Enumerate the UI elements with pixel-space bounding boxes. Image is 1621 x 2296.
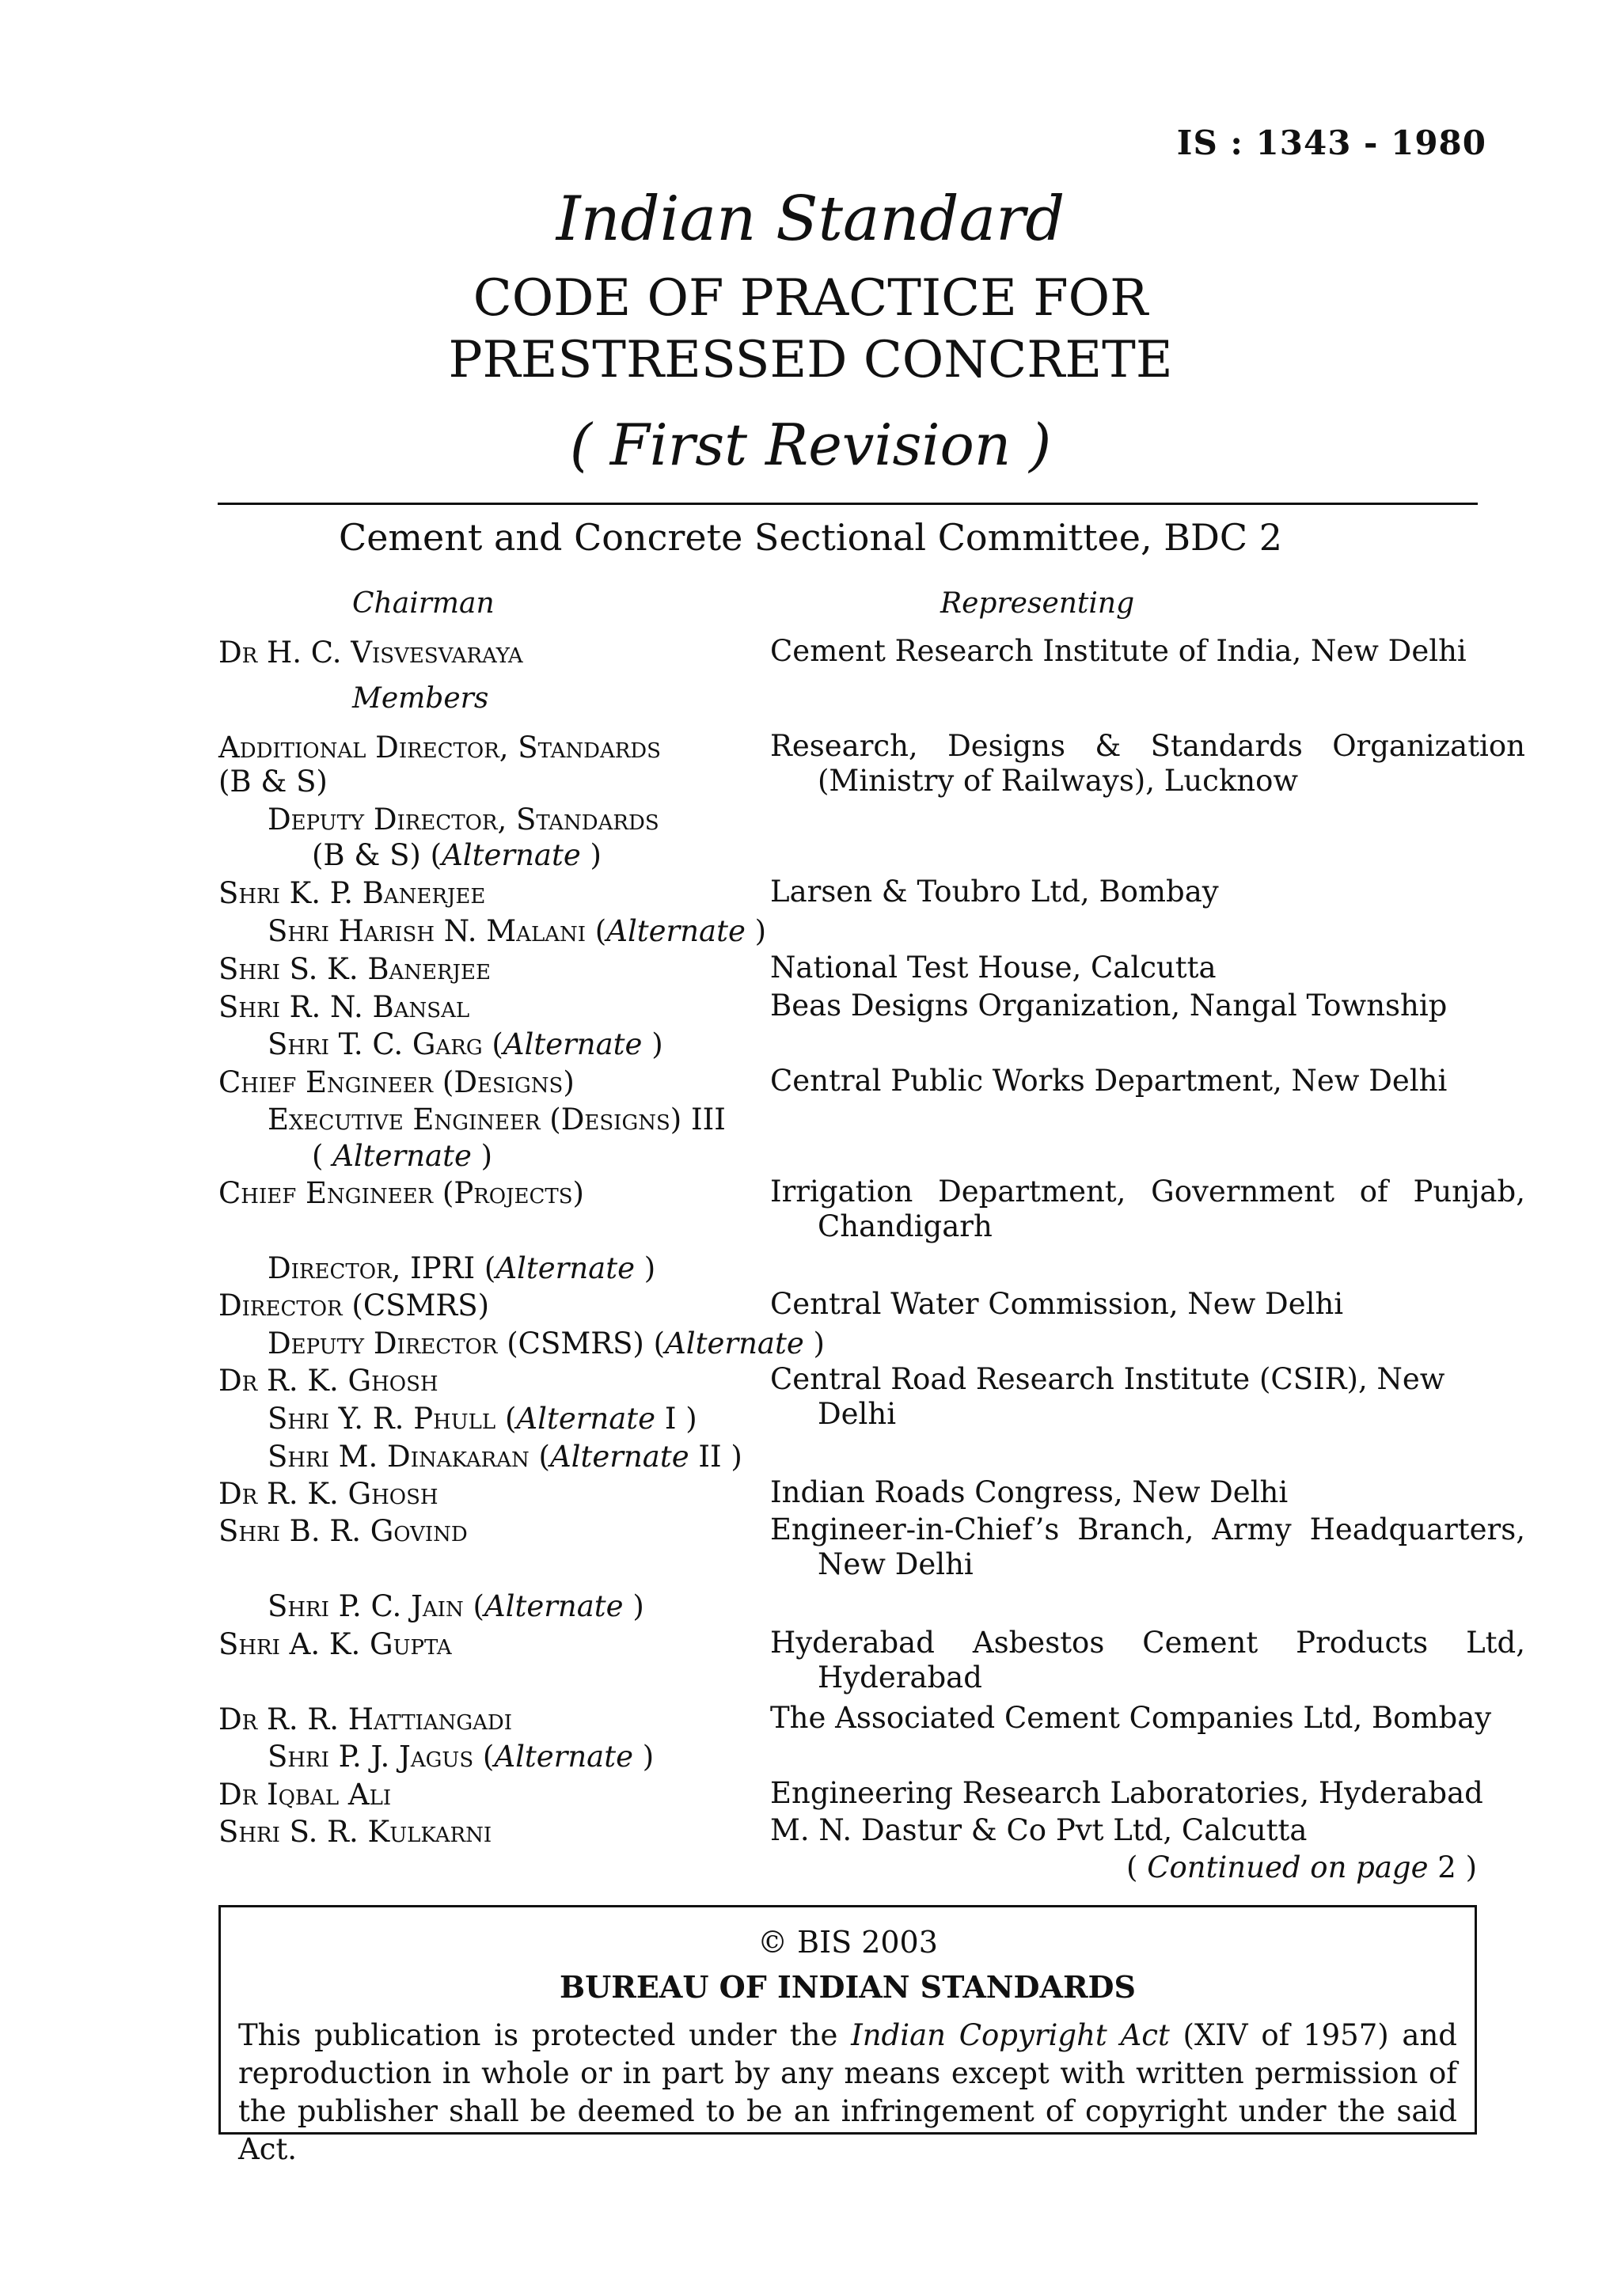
chairman-name: Dr H. C. Visvesvaraya [218, 636, 523, 670]
member-name: Dr R. R. Hattiangadi [218, 1702, 513, 1736]
member-representing-text: Hyderabad Asbestos Cement Products Ltd, Hyderabad [770, 1626, 1525, 1694]
member-name: Shri R. N. Bansal [218, 990, 470, 1024]
alt-word: Alternate [516, 1402, 656, 1436]
member-name-cont: (B & S) [218, 765, 328, 799]
alt-suffix: ) [803, 1326, 825, 1361]
member-alternate-cont [312, 1140, 492, 1172]
alt-suffix: ) [580, 838, 602, 872]
member-representing: Larsen & Toubro Ltd, Bombay [770, 875, 1219, 909]
continued-note [1126, 1850, 1477, 1884]
alt-suffix: ) [642, 1027, 663, 1061]
member-name: Dr R. K. Ghosh [218, 1364, 438, 1398]
alt-suffix: II ) [689, 1440, 742, 1474]
alt-suffix: ) [471, 1139, 493, 1173]
continued-text: Continued on page [1147, 1850, 1429, 1884]
member-name: Shri A. K. Gupta [218, 1627, 452, 1661]
alt-name: Shri M. Dinakaran ( [268, 1440, 550, 1474]
document-title: Indian Standard [556, 184, 1065, 255]
member-representing: M. N. Dastur & Co Pvt Ltd, Calcutta [770, 1813, 1308, 1847]
member-name: Shri B. R. Govind [218, 1514, 468, 1548]
alt-word: Alternate [442, 838, 581, 872]
alt-word: Alternate [665, 1326, 804, 1361]
continued-open: ( [1126, 1850, 1148, 1884]
alt-name: Shri Harish N. Malani ( [268, 914, 607, 948]
member-alternate [268, 1441, 742, 1473]
member-alternate [268, 1029, 663, 1061]
notice-act-name: Indian Copyright Act [851, 2018, 1170, 2052]
member-representing: Beas Designs Organization, Nangal Township [770, 989, 1448, 1023]
member-name: Shri S. R. Kulkarni [218, 1815, 492, 1849]
document-subtitle-line-1: CODE OF PRACTICE FOR [473, 269, 1148, 328]
member-alternate [268, 1741, 654, 1773]
alt-word: Alternate [494, 1740, 634, 1774]
member-alternate: Deputy Director, Standards [268, 803, 659, 837]
committee-name: Cement and Concrete Sectional Committee, BDC 2 [339, 516, 1282, 559]
alt-name: Shri P. C. Jain ( [268, 1589, 484, 1623]
copyright-notice [238, 2017, 1457, 2169]
alt-word: Alternate [549, 1440, 689, 1474]
member-alternate: Executive Engineer (Designs) III [268, 1102, 726, 1137]
alt-word: Alternate [495, 1251, 635, 1285]
title-divider [218, 503, 1478, 505]
alt-suffix: I ) [655, 1402, 697, 1436]
standard-number: IS : 1343 - 1980 [1176, 123, 1486, 162]
alt-suffix: ) [623, 1589, 644, 1623]
notice-part-2: (XIV of 1957) and reproduction in whole or in part by any means except with written permission of the publisher shall be deemed to be an infringement of copyright under the said Act. [238, 2018, 1457, 2166]
member-name: Shri K. P. Banerjee [218, 876, 486, 910]
member-representing [770, 729, 1525, 799]
document-subtitle-line-2: PRESTRESSED CONCRETE [448, 331, 1173, 389]
member-name: Additional Director, Standards [218, 731, 661, 765]
chairman-representing: Cement Research Institute of India, New Delhi [770, 634, 1467, 668]
member-representing-text: Research, Designs & Standards Organization (Ministry of Railways), Lucknow [770, 729, 1525, 798]
member-name: Dr Iqbal Ali [218, 1778, 392, 1812]
alt-name: Director, IPRI ( [268, 1251, 496, 1285]
alt-suffix: ) [745, 914, 767, 948]
copyright-box [218, 1905, 1477, 2166]
revision-label: ( First Revision ) [569, 412, 1052, 478]
member-representing: Central Road Research Institute (CSIR), New Delhi [770, 1362, 1445, 1431]
alt-word: Alternate [332, 1139, 472, 1173]
member-alternate [268, 1591, 644, 1622]
member-alternate [268, 916, 766, 947]
member-representing: The Associated Cement Companies Ltd, Bombay [770, 1701, 1492, 1735]
member-alternate [268, 1328, 825, 1360]
member-representing: Central Water Commission, New Delhi [770, 1287, 1344, 1321]
member-representing: Engineering Research Laboratories, Hyderabad [770, 1776, 1483, 1810]
alt-name: Shri Y. R. Phull ( [268, 1402, 517, 1436]
alt-word: Alternate [503, 1027, 643, 1061]
alt-name: Shri P. J. Jagus ( [268, 1740, 495, 1774]
member-representing-text: Irrigation Department, Government of Punjab, Chandigarh [770, 1175, 1525, 1243]
notice-part-1: This publication is protected under the [238, 2018, 852, 2052]
member-representing: National Test House, Calcutta [770, 951, 1217, 985]
member-representing: Central Public Works Department, New Delhi [770, 1064, 1448, 1098]
copyright-line: © BIS 2003 [757, 1925, 938, 1960]
alt-name: Deputy Director (CSMRS) ( [268, 1326, 666, 1361]
member-representing: Indian Roads Congress, New Delhi [770, 1475, 1289, 1509]
alt-suffix: ) [633, 1740, 655, 1774]
member-representing [770, 1626, 1525, 1695]
member-name: Shri S. K. Banerjee [218, 952, 491, 986]
member-name: Dr R. K. Ghosh [218, 1477, 438, 1511]
member-alternate [268, 1403, 697, 1435]
member-name: Chief Engineer (Designs) [218, 1065, 575, 1099]
member-representing [770, 1512, 1525, 1582]
continued-close: 2 ) [1428, 1850, 1477, 1884]
publisher-name: BUREAU OF INDIAN STANDARDS [560, 1969, 1136, 2005]
chairman-heading: Chairman [352, 587, 495, 620]
member-alternate [268, 1253, 655, 1285]
alt-word: Alternate [606, 914, 746, 948]
representing-heading: Representing [940, 587, 1135, 620]
member-representing-text: Engineer-in-Chief’s Branch, Army Headquarters, New Delhi [770, 1512, 1525, 1581]
member-alternate-cont [312, 840, 602, 871]
alt-name: Shri T. C. Garg ( [268, 1027, 503, 1061]
members-heading: Members [352, 682, 489, 715]
alt-word: Alternate [484, 1589, 624, 1623]
member-name: Chief Engineer (Projects) [218, 1176, 584, 1210]
alt-suffix: ) [635, 1251, 656, 1285]
member-representing [770, 1175, 1525, 1244]
alt-prefix: (B & S) ( [312, 838, 442, 872]
member-name: Director (CSMRS) [218, 1288, 489, 1323]
alt-prefix: ( [312, 1139, 333, 1173]
